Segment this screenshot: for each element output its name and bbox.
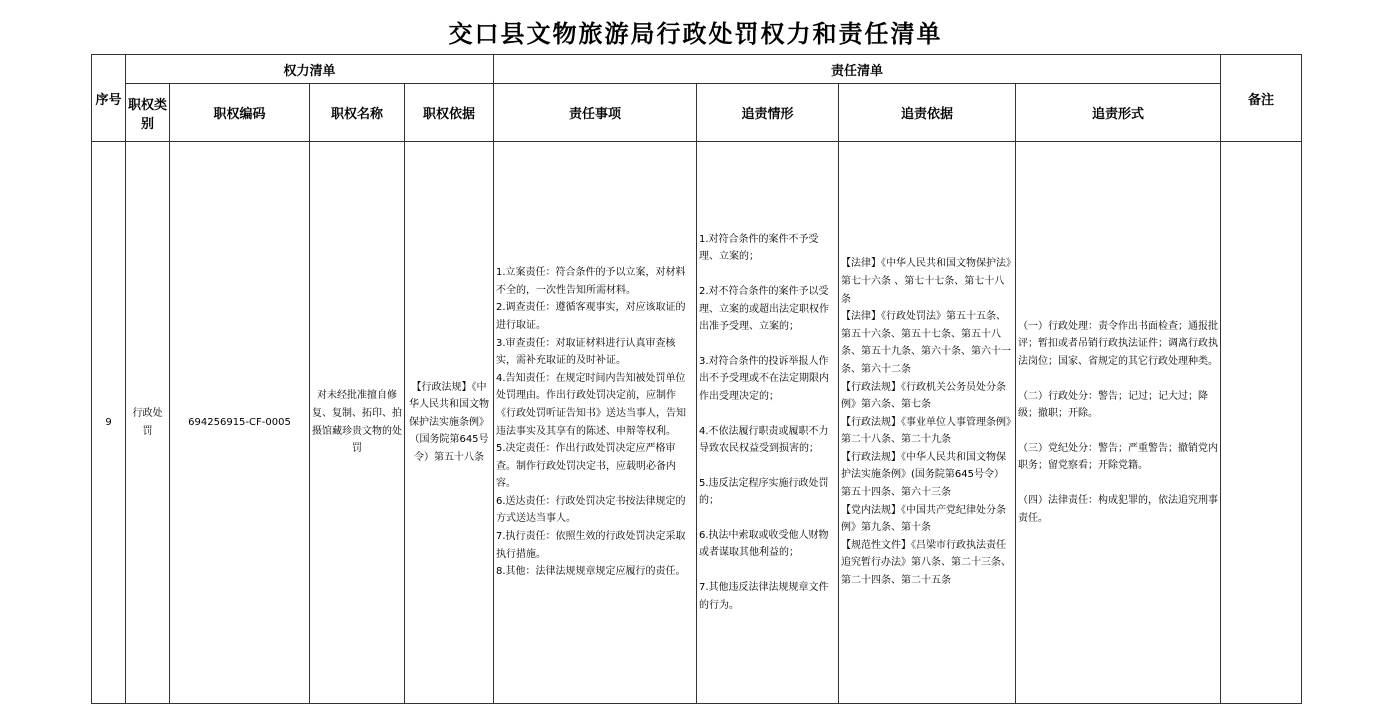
duty-item: 1.立案责任：符合条件的予以立案，对材料不全的，一次性告知所需材料。 <box>496 267 686 296</box>
header-accountability-forms: 追责形式 <box>1016 84 1221 142</box>
header-accountability-basis: 追责依据 <box>839 84 1016 142</box>
header-responsibility-list: 责任清单 <box>494 55 1221 84</box>
basis-item: 【党内法规】《中国共产党纪律处分条例》第九条、第十条 <box>841 504 1007 534</box>
case-item: 4.不依法履行职责或履职不力导致农民权益受到损害的； <box>699 425 829 455</box>
header-category: 职权类别 <box>126 84 170 142</box>
page-title: 交口县文物旅游局行政处罚权力和责任清单 <box>448 19 943 48</box>
header-power-list: 权力清单 <box>126 55 494 84</box>
cell-seq: 9 <box>92 142 126 704</box>
form-item: （四）法律责任：构成犯罪的，依法追究刑事责任。 <box>1018 494 1219 524</box>
cell-category: 行政处罚 <box>126 142 170 704</box>
duty-item: 5.决定责任：作出行政处罚决定应严格审查。制作行政处罚决定书，应载明必备内容。 <box>496 443 677 490</box>
case-item: 6.执法中索取或收受他人财物或者谋取其他利益的； <box>699 529 829 559</box>
duty-item: 4.告知责任：在规定时间内告知被处罚单位处罚理由。作出行政处罚决定前，应制作《行政处罚听证告知书》送达当事人，告知违法事实及其享有的陈述、申辩等权利。 <box>496 372 687 437</box>
case-item: 3.对符合条件的投诉举报人作出不予受理或不在法定期限内作出受理决定的； <box>699 355 830 402</box>
basis-item: 【行政法规】《中华人民共和国文物保护法实施条例》(国务院第645号令）第五十四条、第六十三条 <box>841 451 1007 499</box>
header-accountability-cases: 追责情形 <box>697 84 839 142</box>
table-row <box>92 142 1302 704</box>
header-seq: 序号 <box>92 55 126 142</box>
header-code: 职权编码 <box>170 84 310 142</box>
basis-item: 【行政法规】《行政机关公务员处分条例》第六条、第七条 <box>841 381 1007 411</box>
cell-remarks <box>1221 142 1302 704</box>
duty-item: 8.其他：法律法规规章规定应履行的责任。 <box>496 566 686 578</box>
duty-item: 7.执行责任：依照生效的行政处罚决定采取执行措施。 <box>496 531 686 560</box>
header-basis: 职权依据 <box>405 84 494 142</box>
form-item: （三）党纪处分：警告；严重警告；撤销党内职务；留党察看；开除党籍。 <box>1018 442 1219 472</box>
case-item: 2.对不符合条件的案件予以受理、立案的或超出法定职权作出准予受理、立案的； <box>699 285 830 333</box>
form-item: （一）行政处理：责令作出书面检查；通报批评；暂扣或者吊销行政执法证件；调离行政执法岗位；国家、省规定的其它行政处理种类。 <box>1018 320 1219 368</box>
duty-item: 3.审查责任：对取证材料进行认真审查核实，需补充取证的及时补证。 <box>496 337 676 367</box>
basis-item: 【法律】《行政处罚法》第五十五条、第五十六条、第五十七条、第五十八条、第五十九条、第六十条、第六十一条、第六十二条 <box>841 311 1012 375</box>
cell-accountability-basis <box>839 142 1016 704</box>
basis-item: 【规范性文件】《吕梁市行政执法责任追究暂行办法》第八条、第二十三条、第二十四条、第二十五条 <box>841 539 1012 587</box>
duty-item: 6.送达责任：行政处罚决定书按法律规定的方式送达当事人。 <box>496 495 686 525</box>
header-remarks: 备注 <box>1221 55 1302 142</box>
cell-name: 对未经批准擅自修复、复制、拓印、拍摄馆藏珍贵文物的处罚 <box>310 142 405 704</box>
header-duties: 责任事项 <box>494 84 697 142</box>
case-item: 5.违反法定程序实施行政处罚的； <box>699 477 829 507</box>
basis-item: 【法律】《中华人民共和国文物保护法》第七十六条 、第七十七条、第七十八条 <box>841 258 1012 305</box>
case-item: 1.对符合条件的案件不予受理、立案的； <box>699 233 819 263</box>
cell-accountability-cases <box>697 142 839 704</box>
cell-code: 694256915-CF-0005 <box>170 142 310 704</box>
header-name: 职权名称 <box>310 84 405 142</box>
cell-duties <box>494 142 697 704</box>
cell-basis: 【行政法规】《中华人民共和国文物保护法实施条例》（国务院第645号令）第五十八条 <box>405 142 494 704</box>
power-responsibility-table <box>91 54 1302 704</box>
duty-item: 2.调查责任：遵循客观事实，对应该取证的进行取证。 <box>496 302 686 331</box>
case-item: 7.其他违反法律法规规章文件的行为。 <box>699 582 829 611</box>
basis-item: 【行政法规】《事业单位人事管理条例》第二十八条、第二十九条 <box>841 416 1012 446</box>
cell-accountability-forms <box>1016 142 1221 704</box>
form-item: （二）行政处分：警告；记过；记大过；降级；撤职；开除。 <box>1018 390 1209 420</box>
